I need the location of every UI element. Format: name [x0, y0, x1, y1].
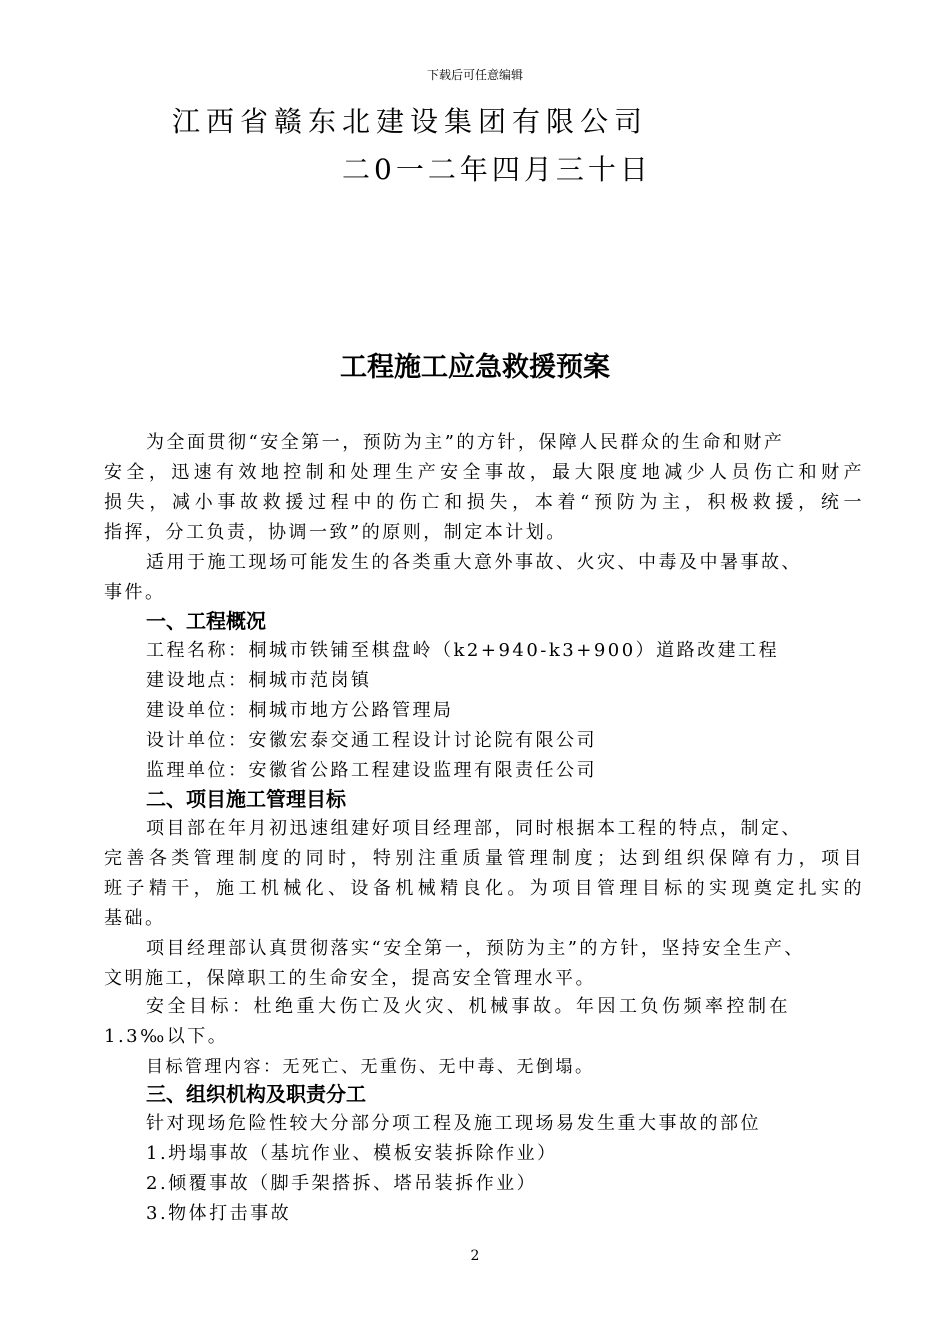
project-info-item: 工程名称：桐城市铁铺至棋盘岭（k2+940-k3+900）道路改建工程 [146, 640, 780, 661]
goal-paragraph-line: 项目部在年月初迅速组建好项目经理部，同时根据本工程的特点，制定、 [146, 818, 802, 839]
safety-policy-line: 项目经理部认真贯彻落实“安全第一，预防为主”的方针，坚持安全生产、 [146, 938, 805, 959]
section-heading: 一、工程概况 [146, 609, 266, 633]
project-info-item: 建设单位：桐城市地方公路管理局 [146, 700, 454, 721]
company-name: 江西省赣东北建设集团有限公司 [172, 105, 649, 138]
goal-paragraph-line: 班子精干，施工机械化、设备机械精良化。为项目管理目标的实现奠定扎实的 [104, 878, 864, 899]
management-content: 目标管理内容：无死亡、无重伤、无中毒、无倒塌。 [146, 1057, 595, 1077]
cover-date: 二0一二年四月三十日 [342, 153, 652, 186]
intro-line: 为全面贯彻“安全第一，预防为主”的方针，保障人民群众的生命和财产 [146, 432, 785, 453]
page-number: 2 [470, 1248, 480, 1264]
document-title: 工程施工应急救援预案 [340, 352, 610, 383]
safety-target-line: 1.3‰以下。 [104, 1026, 229, 1047]
intro-line: 安全，迅速有效地控制和处理生产安全事故，最大限度地减少人员伤亡和财产 [104, 462, 864, 483]
hazard-item: 1.坍塌事故（基坑作业、模板安装拆除作业） [146, 1143, 558, 1164]
project-info-item: 监理单位：安徽省公路工程建设监理有限责任公司 [146, 760, 597, 781]
hazard-item: 2.倾覆事故（脚手架搭拆、塔吊装拆作业） [146, 1173, 538, 1194]
scope-line: 适用于施工现场可能发生的各类重大意外事故、火灾、中毒及中暑事故、 [146, 552, 802, 573]
intro-line: 指挥，分工负责，协调一致”的原则，制定本计划。 [104, 522, 567, 543]
goal-paragraph-line: 完善各类管理制度的同时，特别注重质量管理制度；达到组织保障有力，项目 [104, 848, 864, 869]
hazard-intro: 针对现场危险性较大分部分项工程及施工现场易发生重大事故的部位 [146, 1113, 761, 1134]
safety-policy-line: 文明施工，保障职工的生命安全，提高安全管理水平。 [104, 968, 596, 989]
project-info-item: 设计单位：安徽宏泰交通工程设计讨论院有限公司 [146, 730, 597, 751]
goal-paragraph-line: 基础。 [104, 908, 166, 929]
project-info-item: 建设地点：桐城市范岗镇 [146, 670, 372, 691]
safety-target-line: 安全目标：杜绝重大伤亡及火灾、机械事故。年因工负伤频率控制在 [146, 996, 791, 1017]
intro-line: 损失，减小事故救援过程中的伤亡和损失，本着“预防为主，积极救援，统一 [104, 492, 864, 513]
section-heading: 二、项目施工管理目标 [146, 787, 346, 811]
section-heading: 三、组织机构及职责分工 [146, 1082, 366, 1106]
hazard-item: 3.物体打击事故 [146, 1203, 292, 1224]
scope-line: 事件。 [104, 582, 166, 603]
header-note: 下载后可任意编辑 [426, 68, 523, 82]
